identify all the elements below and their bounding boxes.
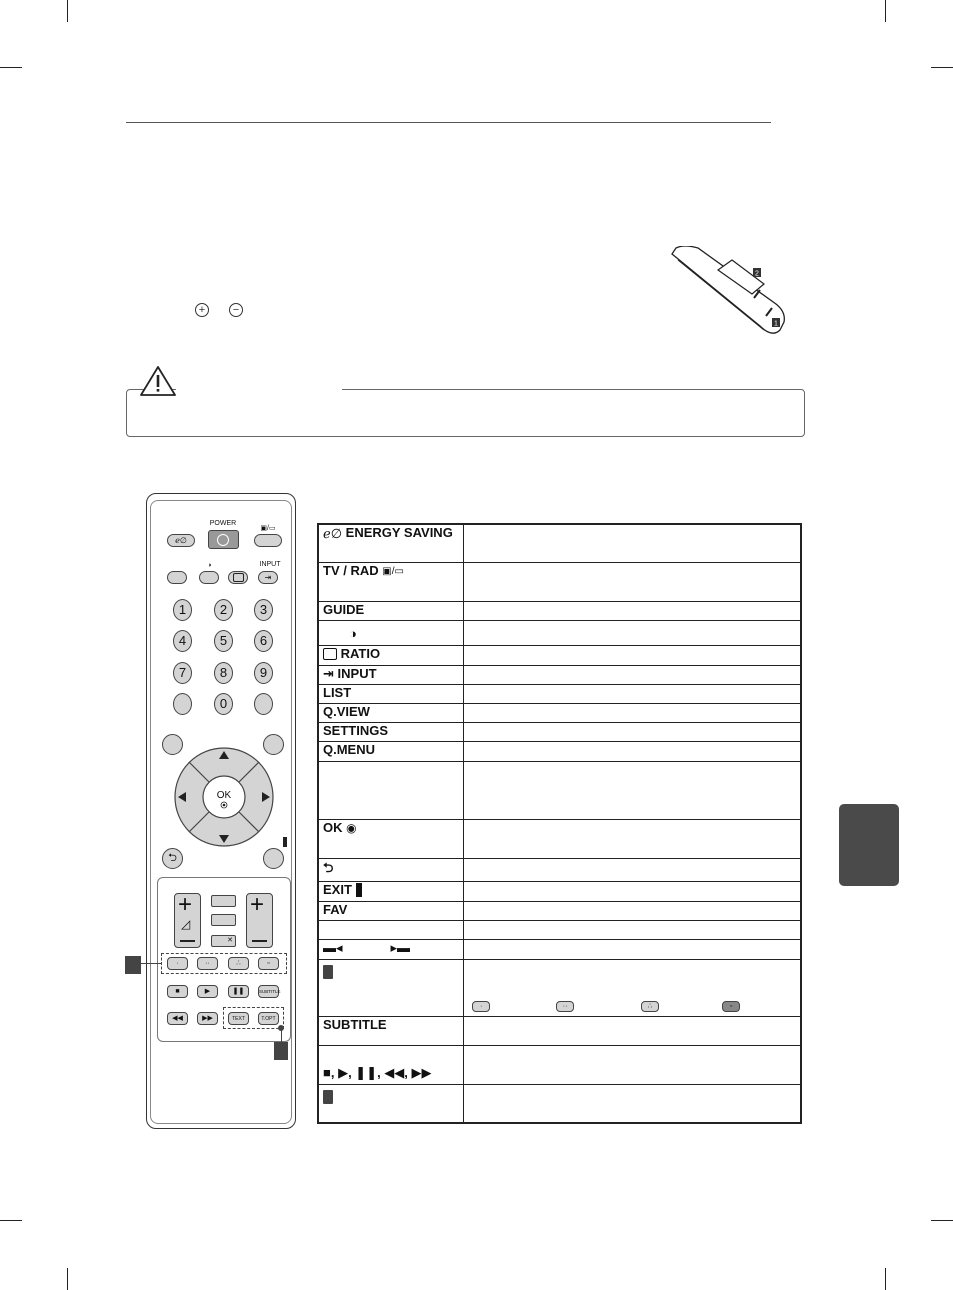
input-button[interactable]: ⇥ — [258, 571, 278, 584]
energy-saving-icon: ℯ∅ — [323, 525, 343, 541]
blue-key[interactable]: ▫ — [258, 957, 279, 970]
number-button-5[interactable]: 5 — [214, 630, 233, 652]
page-right-icon: ▸▬ — [390, 940, 411, 956]
key-label: GUIDE — [323, 601, 365, 617]
blue-key-icon: ▫ — [722, 1001, 740, 1012]
power-symbol-icon — [217, 534, 229, 546]
table-row — [318, 761, 801, 819]
section-tab — [839, 804, 899, 886]
battery-cover-illustration — [668, 246, 788, 346]
list-button[interactable] — [173, 693, 192, 715]
play-button[interactable]: ▶ — [197, 985, 218, 998]
number-button-1[interactable]: 1 — [173, 599, 192, 621]
ok-label: OK — [216, 790, 232, 801]
green-key-icon: ·· — [556, 1001, 574, 1012]
key-label: LIST — [323, 684, 352, 700]
q-view-button[interactable] — [254, 693, 273, 715]
fav-button[interactable] — [211, 895, 236, 907]
pause-button[interactable]: ❚❚ — [228, 985, 249, 998]
number-button-4[interactable]: 4 — [173, 630, 192, 652]
back-arrow-icon: ⮌ — [323, 859, 334, 875]
table-row — [318, 562, 801, 601]
program-plus-icon: + — [250, 891, 265, 918]
table-row — [318, 901, 801, 920]
exit-button[interactable] — [263, 848, 284, 869]
rewind-button[interactable]: ◀◀ — [167, 1012, 188, 1025]
ratio-icon — [233, 573, 244, 582]
sleep-button[interactable] — [199, 571, 219, 584]
key-label: SETTINGS — [323, 722, 389, 738]
power-label: POWER — [209, 520, 237, 527]
table-row — [318, 1016, 801, 1045]
yellow-key[interactable]: ∴ — [228, 957, 249, 970]
page-left-icon: ▬◂ — [323, 940, 343, 956]
table-row — [318, 722, 801, 741]
header-rule — [126, 122, 771, 123]
key-label: ENERGY SAVING — [345, 525, 453, 540]
crop-mark — [0, 67, 22, 68]
table-row — [318, 645, 801, 665]
exit-marker-icon — [283, 837, 287, 847]
ratio-icon — [323, 648, 337, 660]
table-row — [318, 741, 801, 761]
key-label: TV / RAD — [323, 562, 379, 578]
table-row — [318, 1045, 801, 1084]
program-minus-line — [252, 940, 267, 942]
chip-icon — [323, 1090, 333, 1104]
power-circle-icon: ◑ — [349, 625, 357, 641]
caution-box — [126, 389, 805, 437]
table-row — [318, 1084, 801, 1123]
table-row — [318, 684, 801, 703]
minus-polarity-icon: − — [229, 303, 243, 317]
input-icon: ⇥ — [323, 666, 334, 682]
crop-mark — [885, 0, 886, 22]
number-button-2[interactable]: 2 — [214, 599, 233, 621]
table-row — [318, 920, 801, 939]
crop-mark — [885, 1268, 886, 1290]
guide-button[interactable] — [167, 571, 187, 584]
warning-triangle-icon — [139, 365, 177, 397]
key-label: INPUT — [337, 665, 377, 681]
table-row — [318, 959, 801, 1016]
subtitle-button[interactable]: SUBTITLE — [258, 985, 279, 998]
table-row — [318, 881, 801, 901]
timer-mark-icon: ◗ — [207, 562, 213, 569]
table-row — [318, 858, 801, 881]
button-description-table — [317, 523, 802, 1124]
mute-button[interactable]: ✕ — [211, 935, 236, 947]
text-button[interactable]: TEXT — [228, 1012, 249, 1025]
ok-dot-icon: ◉ — [346, 821, 357, 836]
battery-step-2: 2 — [755, 270, 759, 278]
stop-button[interactable]: ■ — [167, 985, 188, 998]
key-label: Q.VIEW — [323, 703, 370, 719]
energy-saving-button[interactable]: ℯ∅ — [167, 534, 195, 547]
plus-polarity-icon: + — [195, 303, 209, 317]
key-label: RATIO — [340, 645, 381, 661]
red-key[interactable]: · — [167, 957, 188, 970]
tv-radio-icon: ▣/▭ — [382, 565, 404, 577]
crop-mark — [67, 0, 68, 22]
key-label: OK — [323, 819, 343, 835]
number-button-3[interactable]: 3 — [254, 599, 273, 621]
key-label: SUBTITLE — [323, 1016, 387, 1032]
key-label: EXIT — [323, 881, 352, 897]
key-label: FAV — [323, 901, 348, 917]
table-row — [318, 601, 801, 620]
playback-keys-label: ■, ▶, ❚❚, ◀◀, ▶▶ — [323, 1064, 432, 1080]
number-button-9[interactable]: 9 — [254, 662, 273, 684]
crop-mark — [931, 67, 953, 68]
back-button[interactable]: ⮌ — [162, 848, 183, 869]
table-row — [318, 939, 801, 959]
callout-a — [125, 956, 141, 974]
battery-step-1: 1 — [774, 320, 778, 328]
tv-radio-label-icon: ▣/▭ — [260, 525, 276, 532]
table-row — [318, 819, 801, 858]
volume-plus-icon: + — [178, 891, 193, 918]
number-button-0[interactable]: 0 — [214, 693, 233, 715]
callout-b — [274, 1042, 288, 1060]
table-row — [318, 703, 801, 722]
chip-icon — [323, 965, 333, 979]
table-row — [318, 665, 801, 684]
input-label: INPUT — [259, 561, 281, 568]
key-label: Q.MENU — [323, 741, 375, 757]
exit-bar-icon — [356, 883, 362, 897]
crop-mark — [931, 1220, 953, 1221]
number-button-8[interactable]: 8 — [214, 662, 233, 684]
crop-mark — [0, 1220, 22, 1221]
fast-forward-button[interactable]: ▶▶ — [197, 1012, 218, 1025]
navigation-pad[interactable] — [174, 747, 274, 847]
table-row — [318, 620, 801, 645]
yellow-key-icon: ∴ — [641, 1001, 659, 1012]
t-opt-button[interactable]: T.OPT — [258, 1012, 279, 1025]
number-button-7[interactable]: 7 — [173, 662, 192, 684]
number-button-6[interactable]: 6 — [254, 630, 273, 652]
red-key-icon: · — [472, 1001, 490, 1012]
tv-radio-button[interactable] — [254, 534, 282, 547]
green-key[interactable]: ·· — [197, 957, 218, 970]
volume-ramp-icon: ◿ — [181, 917, 191, 931]
table-row — [318, 524, 801, 562]
volume-minus-line — [180, 940, 195, 942]
ad-button[interactable] — [211, 914, 236, 926]
crop-mark — [67, 1268, 68, 1290]
